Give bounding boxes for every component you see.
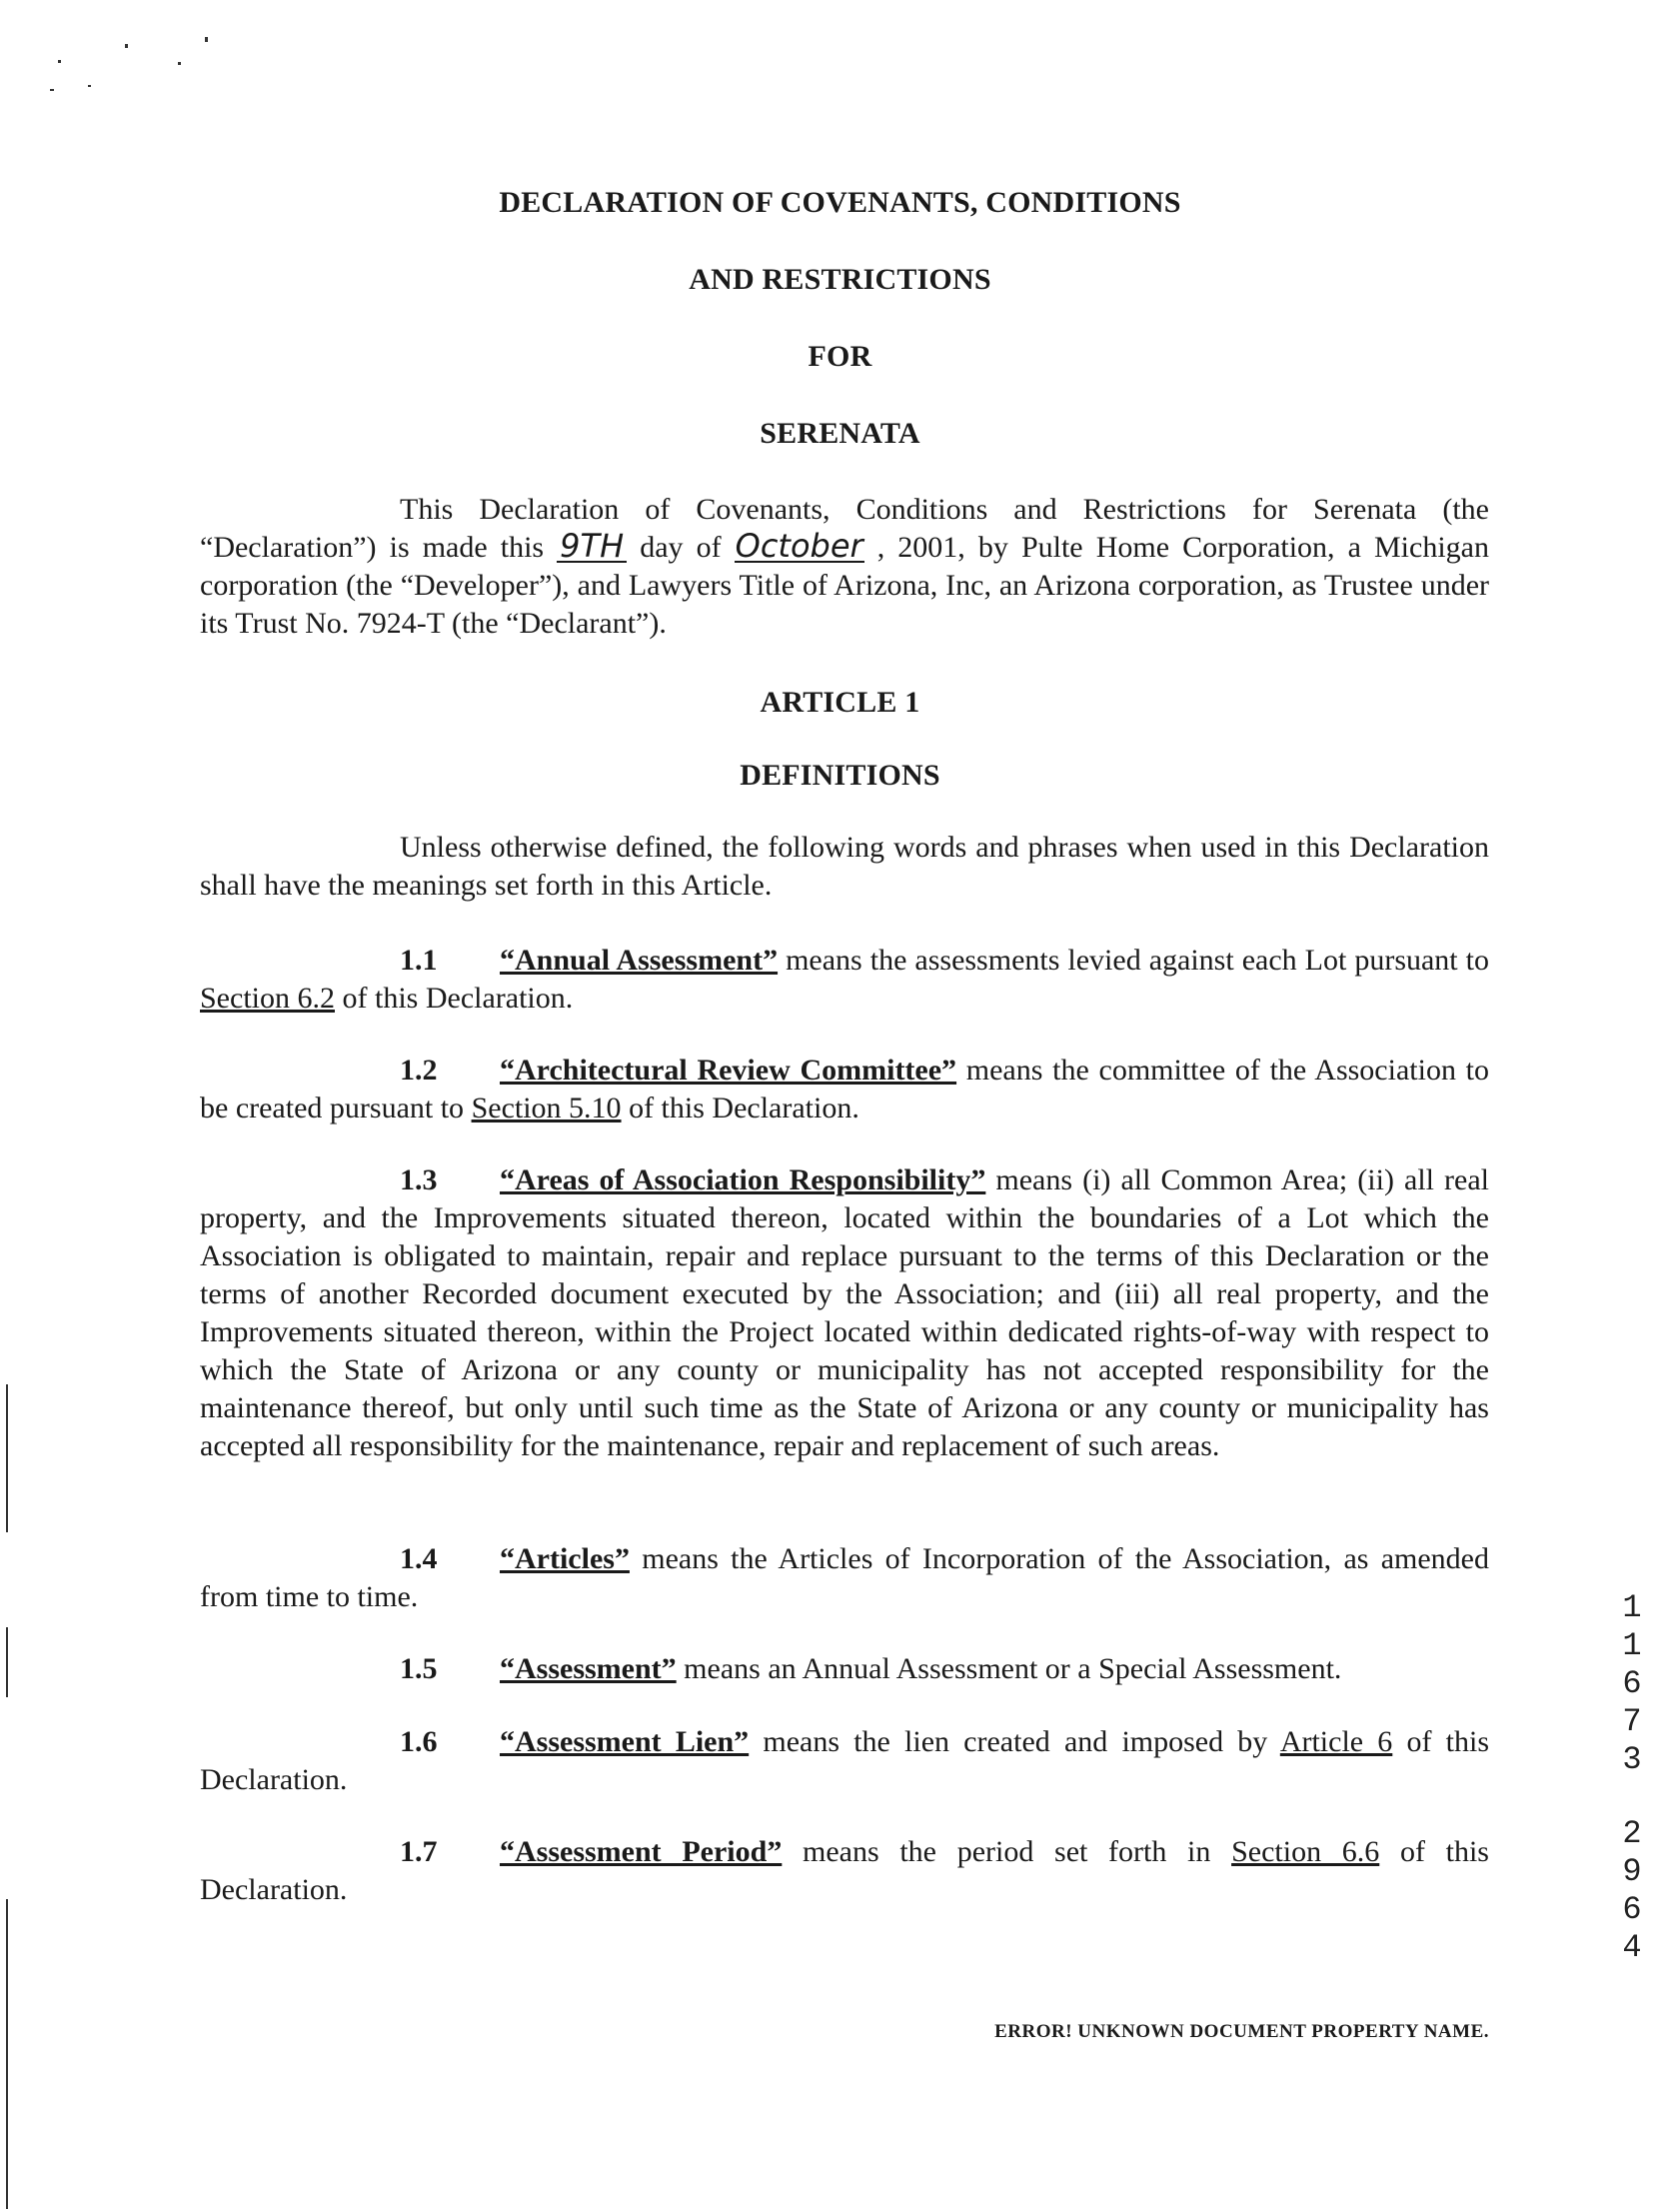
page-footer: ERROR! UNKNOWN DOCUMENT PROPERTY NAME. (994, 2021, 1489, 2042)
definition-text: of this Declaration. (200, 1835, 1489, 1906)
definition-text: means the Articles of Incorporation of the Association, as amended from time to time. (200, 1542, 1489, 1613)
definition-text: means an Annual Assessment or a Special Assessment. (676, 1652, 1342, 1685)
scan-speck (178, 62, 181, 65)
definition-text: means the assessments levied against each Lot pursuant to (778, 944, 1489, 977)
definition-text: means the lien created and imposed by (749, 1725, 1280, 1758)
definition-1-7 (200, 1833, 1489, 1909)
stamp-digit: 2 (1622, 1815, 1642, 1852)
stamp-digit: 6 (1622, 1665, 1642, 1702)
definition-1-4 (200, 1540, 1489, 1616)
scan-speck (125, 44, 128, 48)
definition-1-1 (200, 942, 1489, 1018)
intro-text: This Declaration of Covenants, Conditions and Restrictions for Serenata (the “Declaration”) is made this (200, 493, 1489, 564)
document-title-line-4: SERENATA (760, 417, 920, 450)
scan-speck (88, 85, 91, 87)
definition-text: means the committee of the Association to be created pursuant to (200, 1054, 1490, 1124)
document-title-line-1: DECLARATION OF COVENANTS, CONDITIONS (499, 186, 1181, 219)
margin-line (6, 1384, 8, 1532)
scan-speck (58, 60, 61, 63)
document-title-line-2: AND RESTRICTIONS (689, 263, 991, 296)
definition-text: means the period set forth in (782, 1835, 1232, 1868)
definition-1-5 (200, 1650, 1489, 1688)
scan-speck (205, 37, 208, 42)
definition-number: 1.6 (400, 1725, 438, 1758)
section-reference: Section 5.10 (471, 1092, 622, 1124)
article-intro: Unless otherwise defined, the following words and phrases when used in this Declaration shall have the meanings set forth in this Article. (200, 831, 1489, 902)
definition-term: “Annual Assessment” (500, 944, 779, 977)
definition-term: “Architectural Review Committee” (500, 1054, 957, 1087)
stamp-digit: 3 (1622, 1741, 1642, 1778)
definition-number: 1.4 (400, 1542, 438, 1575)
handwritten-month: October (735, 527, 863, 565)
definition-term: “Articles” (500, 1542, 630, 1575)
definition-1-2 (200, 1052, 1489, 1127)
definition-term: “Assessment Period” (500, 1835, 783, 1868)
stamp-gap (1617, 1779, 1647, 1815)
intro-text: day of (627, 531, 735, 564)
definition-term: “Areas of Association Responsibility” (500, 1163, 986, 1196)
definition-term: “Assessment” (500, 1652, 677, 1685)
handwritten-day: 9TH (557, 531, 627, 563)
scan-speck (50, 89, 54, 91)
section-reference: Section 6.2 (200, 982, 335, 1015)
section-reference: Section 6.6 (1231, 1835, 1380, 1868)
definition-text: of this Declaration. (335, 982, 574, 1015)
stamp-digit: 9 (1622, 1853, 1642, 1890)
margin-line (6, 1627, 8, 1697)
definition-number: 1.2 (400, 1054, 438, 1087)
recording-number-stamp (1617, 1589, 1647, 1967)
definition-text: of this Declaration. (200, 1725, 1489, 1796)
stamp-digit: 1 (1622, 1627, 1642, 1664)
document-title-line-3: FOR (808, 340, 872, 373)
definition-term: “Assessment Lien” (500, 1725, 750, 1758)
stamp-digit: 6 (1622, 1891, 1642, 1928)
article-heading: ARTICLE 1 (760, 686, 920, 719)
definition-1-6 (200, 1723, 1489, 1799)
definition-number: 1.7 (400, 1835, 438, 1868)
definition-text: means (i) all Common Area; (ii) all real property, and the Improvements situated thereon, located within the boundaries of a Lot which the Association is obligated to maintain, repair and replace pursuant to the terms of this Declaration or the terms of another Recorded document executed by the Association; and (iii) all real property, and the Improvements situated thereon, within the Project located within dedicated rights-of-way with respect to which the State of Arizona or any county or municipality has not accepted responsibility for the maintenance thereof, but only until such time as the State of Arizona or any county or municipality has accepted all responsibility for the maintenance, repair and replacement of such areas. (200, 1163, 1489, 1462)
article-subheading: DEFINITIONS (740, 759, 940, 792)
definition-number: 1.1 (400, 944, 438, 977)
intro-paragraph (200, 491, 1489, 643)
stamp-digit: 4 (1622, 1929, 1642, 1966)
definition-number: 1.5 (400, 1652, 438, 1685)
margin-line (6, 1899, 8, 2209)
article-reference: Article 6 (1279, 1725, 1393, 1758)
definition-number: 1.3 (400, 1163, 438, 1196)
stamp-digit: 1 (1622, 1589, 1642, 1626)
intro-text: , 2001, by Pulte Home Corporation, a Michigan corporation (the “Developer”), and Lawyers Title of Arizona, Inc, an Arizona corporation, as Trustee under its Trust No. 7924-T (the “Declarant”). (200, 531, 1489, 640)
definition-1-3 (200, 1161, 1489, 1465)
definition-text: of this Declaration. (621, 1092, 859, 1124)
stamp-digit: 7 (1622, 1703, 1642, 1740)
